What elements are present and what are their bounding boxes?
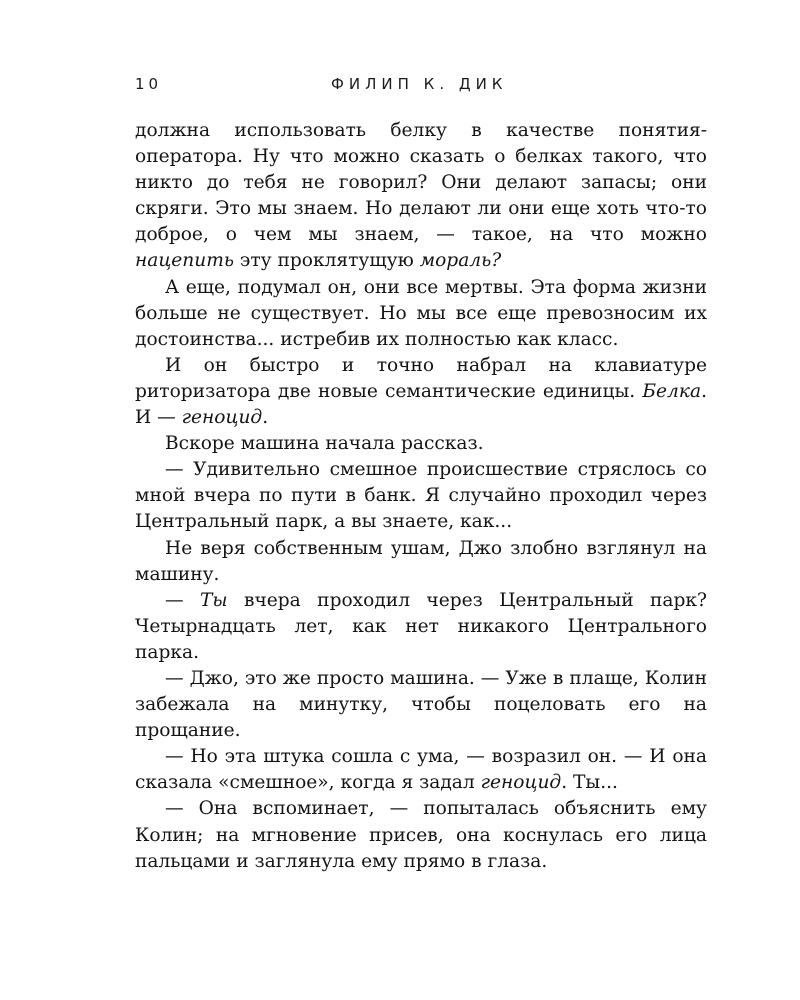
text-segment: Вскоре машина начала рассказ. xyxy=(165,433,484,455)
paragraph xyxy=(135,275,707,353)
running-head xyxy=(135,75,707,99)
text-segment: вчера проходил через Центральный парк? Четырнадцать лет, как нет никакого Центрального парка. xyxy=(135,589,707,663)
paragraph xyxy=(135,536,707,588)
paragraph xyxy=(135,744,707,796)
text-segment: должна использовать белку в качестве понятия-оператора. Ну что можно сказать о белках такого, что никто до тебя не говорил? Они делают запасы; они скряги. Это мы знаем. Но делают ли они еще хоть что-то доброе, о чем мы знаем, — такое, на что можно xyxy=(135,120,707,246)
text-segment: — Она вспоминает, — попыталась объяснить ему Колин; на мгновение присев, она коснулась его лица пальцами и заглянула ему прямо в глаза. xyxy=(135,798,707,872)
book-author: ФИЛИП К. ДИК xyxy=(331,75,508,93)
text-segment: эту проклятущую xyxy=(234,250,420,272)
text-segment: . Ты... xyxy=(561,772,618,794)
paragraph xyxy=(135,666,707,744)
text-segment: . И — xyxy=(135,380,707,429)
paragraph xyxy=(135,118,707,275)
italic-text: геноцид xyxy=(181,407,263,429)
text-segment: Не веря собственным ушам, Джо злобно взглянул на машину. xyxy=(135,537,707,585)
paragraph xyxy=(135,353,707,431)
text-segment: — Удивительно смешное происшествие стряслось со мной вчера по пути в банк. Я случайно проходил через Центральный парк, а вы знаете, как... xyxy=(135,459,707,533)
page-number: 10 xyxy=(135,75,163,93)
paragraph xyxy=(135,457,707,535)
text-segment: И он быстро и точно набрал на клавиатуре риторизатора две новые семантические единицы. xyxy=(135,354,707,402)
body-text xyxy=(135,118,707,875)
text-segment: — Но эта штука сошла с ума, — возразил он. — И она сказала «смешное», когда я задал xyxy=(135,746,707,794)
paragraph xyxy=(135,588,707,666)
text-segment: — xyxy=(165,589,201,611)
text-segment: — Джо, это же просто машина. — Уже в плаще, Колин забежала на минутку, чтобы поцеловать его на прощание. xyxy=(135,667,707,742)
italic-text: Белка xyxy=(642,380,702,402)
italic-text: Ты xyxy=(200,589,228,611)
italic-text: нацепить xyxy=(135,250,235,272)
text-segment: А еще, подумал он, они все мертвы. Эта форма жизни больше не существует. Но мы все еще превозносим их достоинства... истребив их полностью как класс. xyxy=(135,276,707,350)
text-segment: . xyxy=(262,407,269,429)
paragraph xyxy=(135,431,707,457)
paragraph xyxy=(135,796,707,874)
italic-text: мораль? xyxy=(419,250,502,272)
italic-text: геноцид xyxy=(480,772,562,794)
